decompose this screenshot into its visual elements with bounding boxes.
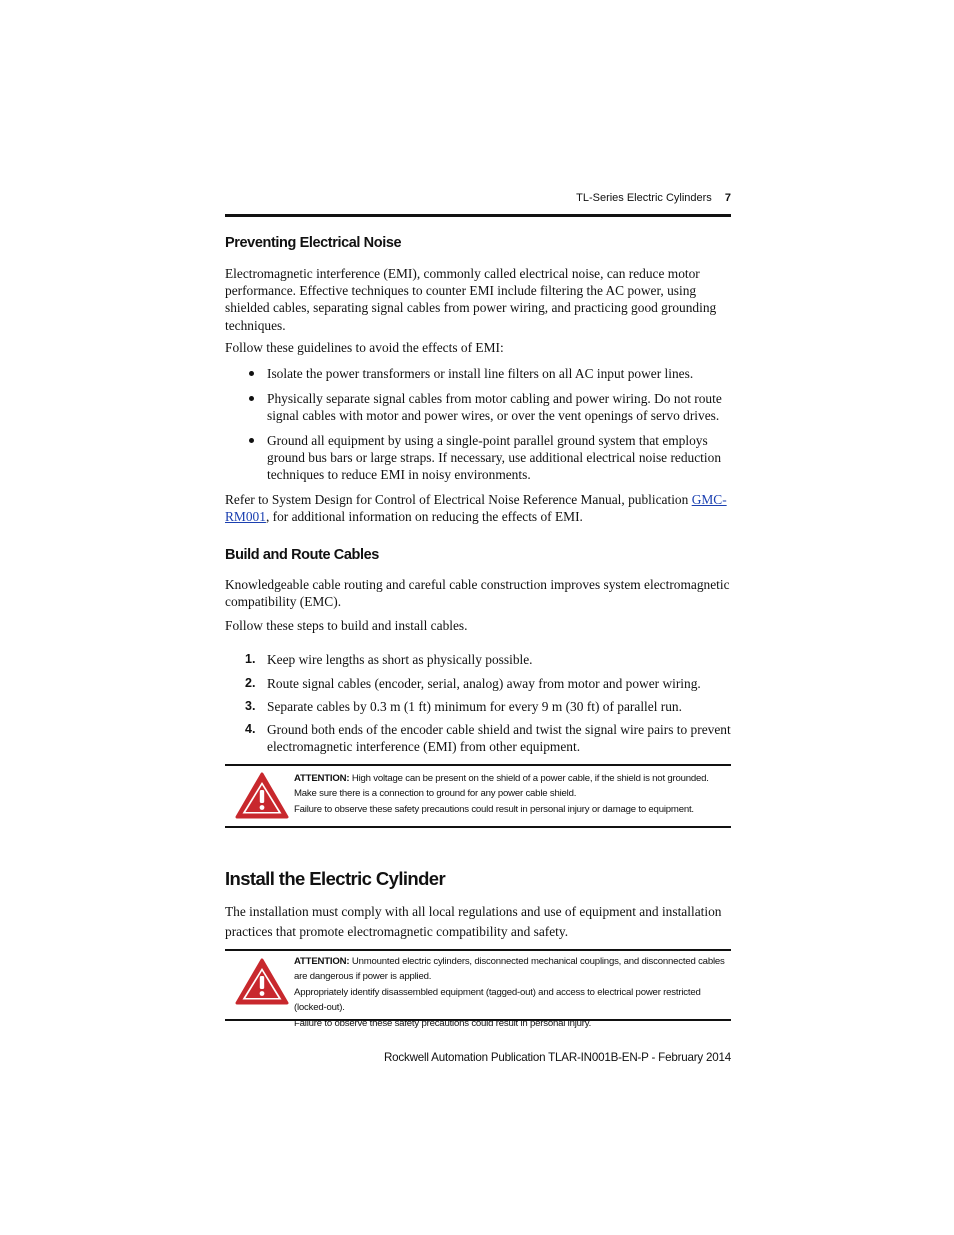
- bullet-icon: [249, 371, 254, 376]
- step-item: [225, 721, 731, 755]
- step-item: [225, 651, 731, 668]
- attention-line: Appropriately identify disassembled equipment (tagged-out) and access to electrical power restricted (locked-out).: [294, 986, 701, 1014]
- page-footer: Rockwell Automation Publication TLAR-IN001B-EN-P - February 2014: [384, 1051, 731, 1064]
- noise-follow: Follow these guidelines to avoid the effects of EMI:: [225, 340, 504, 355]
- page-number: 7: [724, 192, 731, 204]
- attention-label: ATTENTION:: [294, 956, 350, 967]
- reference-text: Refer to System Design for Control of Electrical Noise Reference Manual, publication: [225, 492, 689, 507]
- step-item: [225, 675, 731, 692]
- header-title: TL-Series Electric Cylinders: [576, 192, 712, 204]
- attention-text: [294, 771, 731, 817]
- step-item: [225, 698, 731, 715]
- attention-label: ATTENTION:: [294, 773, 350, 784]
- section-heading-cables: Build and Route Cables: [225, 547, 379, 563]
- running-header: [225, 192, 731, 204]
- step-text: Separate cables by 0.3 m (1 ft) minimum for every 9 m (30 ft) of parallel run.: [267, 699, 682, 714]
- attention-line: Unmounted electric cylinders, disconnected mechanical couplings, and disconnected cables are dangerous if power is applied.: [294, 956, 725, 983]
- section-heading-install: Install the Electric Cylinder: [225, 868, 446, 889]
- list-item: [225, 432, 731, 484]
- step-number: 2.: [245, 676, 256, 690]
- list-item-text: Physically separate signal cables from motor cabling and power wiring. Do not route signal cables with motor and power wires, or over the vent openings of servo drives.: [267, 391, 722, 424]
- cables-intro: Knowledgeable cable routing and careful cable construction improves system electromagnetic compatibility (EMC).: [225, 577, 730, 610]
- step-number: 1.: [245, 652, 256, 666]
- attention-box-install: [225, 949, 731, 1029]
- noise-intro: Electromagnetic interference (EMI), commonly called electrical noise, can reduce motor performance. Effective techniques to counter EMI include filtering the AC power, using shielded cables, separating signal cables from power wiring, and practicing good grounding techniques.: [225, 266, 717, 333]
- attention-box-shield: [225, 764, 731, 828]
- noise-reference: [225, 491, 731, 525]
- bullet-icon: [249, 438, 254, 443]
- list-item: [225, 390, 731, 424]
- header-rule: [225, 214, 731, 217]
- bullet-icon: [249, 396, 254, 401]
- warning-triangle-icon: [234, 771, 290, 821]
- list-item-text: Ground all equipment by using a single-point parallel ground system that employs ground bus bars or large straps. If necessary, use additional electrical noise reduction techniques to reduce EMI in noisy environments.: [267, 433, 722, 483]
- step-number: 3.: [245, 699, 256, 713]
- cables-follow: Follow these steps to build and install cables.: [225, 618, 468, 633]
- section-heading-noise: Preventing Electrical Noise: [225, 235, 402, 251]
- attention-text: [294, 954, 731, 1031]
- gmc-rm001-link[interactable]: GMC-RM001: [225, 492, 727, 525]
- step-text: Keep wire lengths as short as physically possible.: [267, 652, 533, 667]
- step-text: Route signal cables (encoder, serial, analog) away from motor and power wiring.: [267, 676, 701, 691]
- attention-line: Make sure there is a connection to ground for any power cable shield.: [294, 788, 577, 800]
- list-item-text: Isolate the power transformers or install line filters on all AC input power lines.: [267, 366, 694, 381]
- install-intro: The installation must comply with all local regulations and use of equipment and installation practices that promote electromagnetic compatibility and safety.: [225, 904, 722, 939]
- step-number: 4.: [245, 722, 256, 736]
- attention-line: Failure to observe these safety precautions could result in personal injury or damage to equipment.: [294, 803, 694, 815]
- step-text: Ground both ends of the encoder cable shield and twist the signal wire pairs to prevent electromagnetic interference (EMI) from other equipment.: [267, 722, 731, 755]
- reference-text-after: , for additional information on reducing the effects of EMI.: [265, 509, 583, 525]
- list-item: [225, 365, 731, 382]
- warning-triangle-icon: [234, 957, 290, 1007]
- attention-line: Failure to observe these safety precautions could result in personal injury.: [294, 1017, 592, 1029]
- attention-line: High voltage can be present on the shield of a power cable, if the shield is not grounded.: [351, 773, 709, 784]
